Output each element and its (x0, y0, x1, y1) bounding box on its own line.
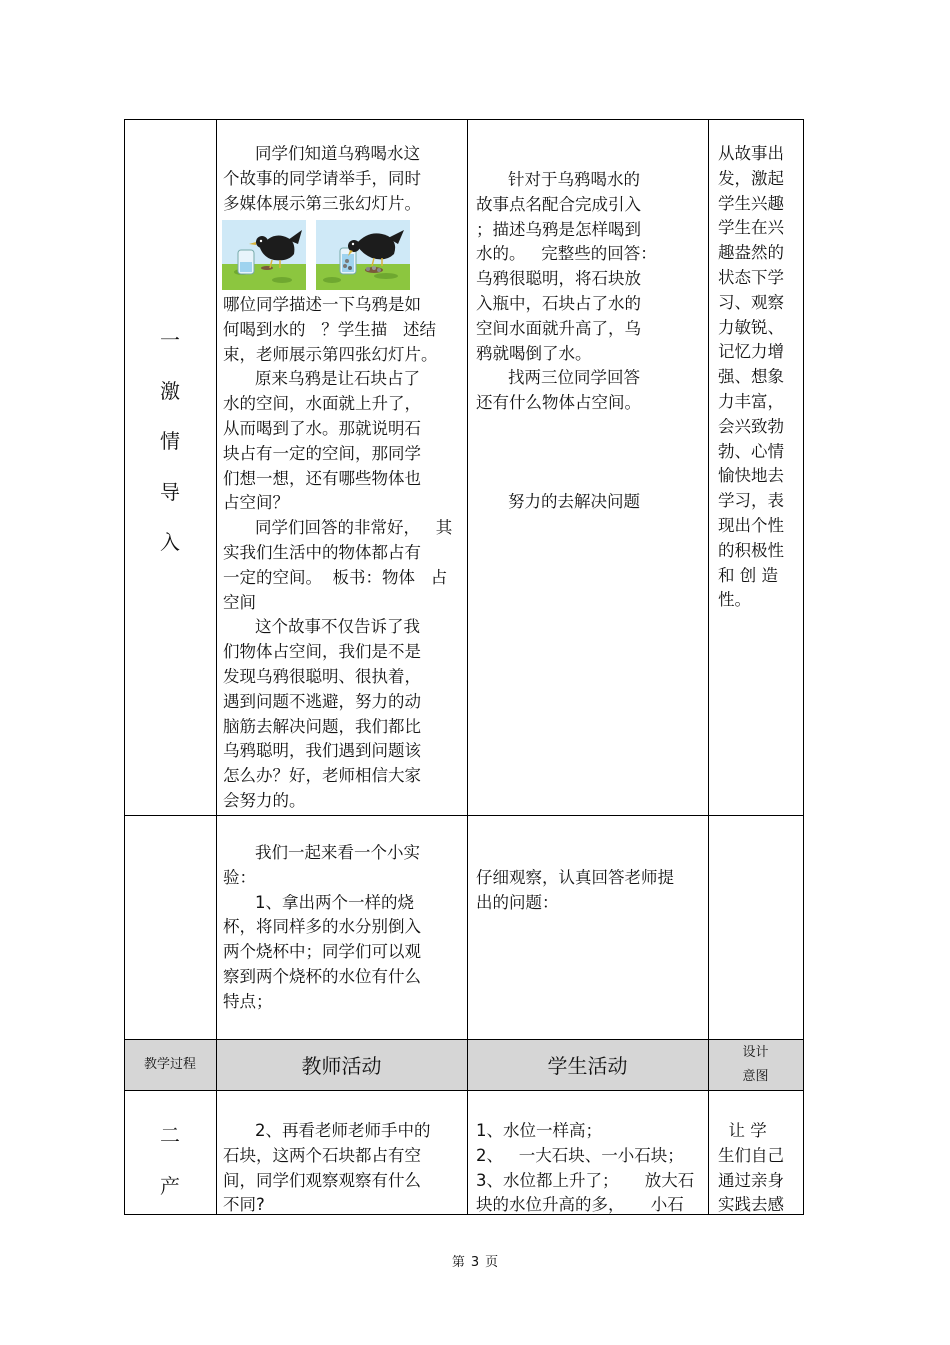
crow-drinking-water-illustration (222, 220, 422, 292)
text-line: 不同? (223, 1195, 265, 1215)
header-design-intent (708, 1039, 803, 1090)
footer-suffix: 页 (485, 1255, 499, 1270)
text-line: 多媒体展示第三张幻灯片。 (223, 193, 421, 213)
header-process-text: 教学过程 (143, 1056, 196, 1072)
text-line: 状态下学 (718, 267, 784, 287)
text-line: 实践去感 (718, 1195, 784, 1215)
text-line: 水的。 完整些的回答： (476, 244, 657, 264)
stage-label-char: 产 (160, 1173, 180, 1198)
slide-image-crow-pitcher-1 (222, 220, 306, 290)
text-line: 块的水位升高的多， 小石 (476, 1195, 684, 1215)
text-line: 力敏锐、 (718, 317, 784, 337)
text-line: 们想一想，还有哪些物体也 (223, 468, 421, 488)
text-line: 努力的去解决问题 (508, 492, 640, 511)
text-line: 习、观察 (718, 292, 784, 312)
text-line: 2、 一大石块、一小石块； (476, 1145, 684, 1165)
stage1-student-activity-end (476, 490, 704, 515)
text-line: 故事点名配合完成引入 (476, 194, 641, 214)
text-line: 间，同学们观察观察有什么 (223, 1170, 421, 1190)
stage-label-char: 二 (160, 1123, 180, 1147)
experiment-student-activity (476, 866, 704, 916)
table-border-right (803, 119, 804, 1215)
text-line: 勃、心情 (718, 441, 784, 461)
text-line: 学生兴趣 (718, 193, 784, 213)
stage2-label (124, 1110, 216, 1211)
text-line: 空间水面就升高了，乌 (476, 318, 641, 338)
text-line: 实我们生活中的物体都占有 (223, 542, 421, 562)
text-line: 发，激起 (718, 168, 784, 188)
text-line: 从故事出 (718, 144, 784, 163)
stage1-student-activity (476, 168, 704, 416)
text-line: 趣盎然的 (718, 243, 784, 263)
stage-label-char: 一 (160, 328, 180, 352)
text-line: 通过亲身 (718, 1170, 784, 1190)
text-line: 记忆力增 (718, 342, 784, 362)
header-teaching-process (124, 1039, 216, 1090)
text-line: 性。 (718, 590, 751, 610)
text-line: 遇到问题不逃避，努力的动 (223, 691, 421, 711)
text-line: 力丰富， (718, 391, 784, 411)
text-line: 会兴致勃 (718, 416, 784, 436)
text-line: 的积极性 (718, 540, 784, 560)
slide-image-crow-pitcher-2 (316, 220, 410, 290)
text-line: 特点； (223, 991, 273, 1011)
table-border-top (124, 119, 804, 120)
text-line: 找两三位同学回答 (508, 368, 640, 388)
text-line: 空间 (223, 592, 256, 612)
stage1-design-intent (718, 142, 800, 613)
text-line: 发现乌鸦很聪明、很执着， (223, 666, 421, 686)
text-line: 原来乌鸦是让石块占了 (255, 369, 420, 389)
text-line: 同学们知道乌鸦喝水这 (255, 144, 420, 163)
text-line: 我们一起来看一个小实 (255, 843, 420, 862)
text-line: 两个烧杯中；同学们可以观 (223, 942, 421, 962)
text-line: 入瓶中，石块占了水的 (476, 293, 641, 313)
text-line: 从而喝到了水。那就说明石 (223, 418, 421, 438)
page-footer (0, 1251, 950, 1270)
text-line: 杯，将同样多的水分别倒入 (223, 917, 421, 937)
text-line: 2、再看老师老师手中的 (255, 1121, 431, 1140)
text-line: 3、水位都上升了； 放大石 (476, 1170, 695, 1190)
row-divider-3 (124, 1090, 804, 1091)
text-line: 察到两个烧杯的水位有什么 (223, 966, 421, 986)
text-line: 一定的空间。 板书：物体 占 (223, 567, 448, 587)
text-line: 让 学 (718, 1121, 767, 1140)
text-line: 愉快地去 (718, 466, 784, 486)
text-line: 占空间？ (223, 493, 289, 513)
stage1-teacher-activity-continued (223, 293, 463, 814)
text-line: 束，老师展示第四张幻灯片。 (223, 344, 438, 364)
experiment-teacher-activity (223, 841, 463, 1015)
text-line: 仔细观察，认真回答老师提 (476, 868, 674, 887)
stage-label-char: 入 (160, 530, 180, 554)
text-line: 这个故事不仅告诉了我 (255, 617, 420, 637)
stage2-student-activity (476, 1119, 704, 1218)
text-line: 同学们回答的非常好， 其 (255, 518, 453, 538)
text-line: 个故事的同学请举手，同时 (223, 168, 421, 188)
text-line: 怎么办？好，老师相信大家 (223, 766, 421, 786)
header-teacher-text: 教师活动 (301, 1054, 382, 1078)
text-line: 块占有一定的空间，那同学 (223, 443, 421, 463)
text-line: 生们自己 (718, 1145, 784, 1165)
text-line: 们物体占空间，我们是不是 (223, 642, 421, 662)
text-line: 出的问题： (476, 892, 559, 912)
crow-slides (222, 220, 422, 292)
text-line: 验： (223, 867, 256, 887)
stage-label-char: 激 (160, 378, 180, 403)
text-line: 和 创 造 (718, 565, 778, 585)
text-line: 针对于乌鸦喝水的 (508, 170, 640, 189)
text-line: 还有什么物体占空间。 (476, 393, 641, 413)
text-line: 1、水位一样高； (476, 1121, 602, 1140)
footer-prefix: 第 (451, 1255, 465, 1270)
text-line: 1、拿出两个一样的烧 (255, 892, 414, 912)
text-line: 鸦就喝倒了水。 (476, 343, 592, 363)
text-line: 乌鸦聪明，我们遇到问题该 (223, 741, 421, 761)
header-design-line1: 设计 (742, 1044, 769, 1060)
stage1-teacher-activity (223, 142, 463, 216)
header-teacher-activity (216, 1039, 467, 1090)
text-line: ；描述乌鸦是怎样喝到 (476, 219, 641, 239)
text-line: 哪位同学描述一下乌鸦是如 (223, 295, 421, 314)
stage-label-char: 情 (160, 429, 180, 453)
text-line: 何喝到水的 ？学生描 述结 (223, 319, 436, 339)
header-student-text: 学生活动 (547, 1054, 628, 1078)
text-line: 脑筋去解决问题，我们都比 (223, 716, 421, 736)
stage2-design-intent (718, 1119, 800, 1218)
header-design-line2: 意图 (742, 1068, 769, 1084)
page-number: 3 (470, 1255, 480, 1270)
text-line: 水的空间，水面就上升了， (223, 394, 421, 414)
text-line: 石块，这两个石块都占有空 (223, 1145, 421, 1165)
stage-label-char: 导 (160, 479, 180, 504)
stage1-label (124, 315, 216, 568)
text-line: 现出个性 (718, 515, 784, 535)
text-line: 学生在兴 (718, 218, 784, 238)
header-student-activity (467, 1039, 708, 1090)
text-line: 乌鸦很聪明，将石块放 (476, 269, 641, 289)
text-line: 强、想象 (718, 367, 784, 387)
stage2-teacher-activity (223, 1119, 463, 1218)
text-line: 会努力的。 (223, 790, 306, 810)
row-divider-1 (124, 815, 804, 816)
text-line: 学习，表 (718, 491, 784, 511)
